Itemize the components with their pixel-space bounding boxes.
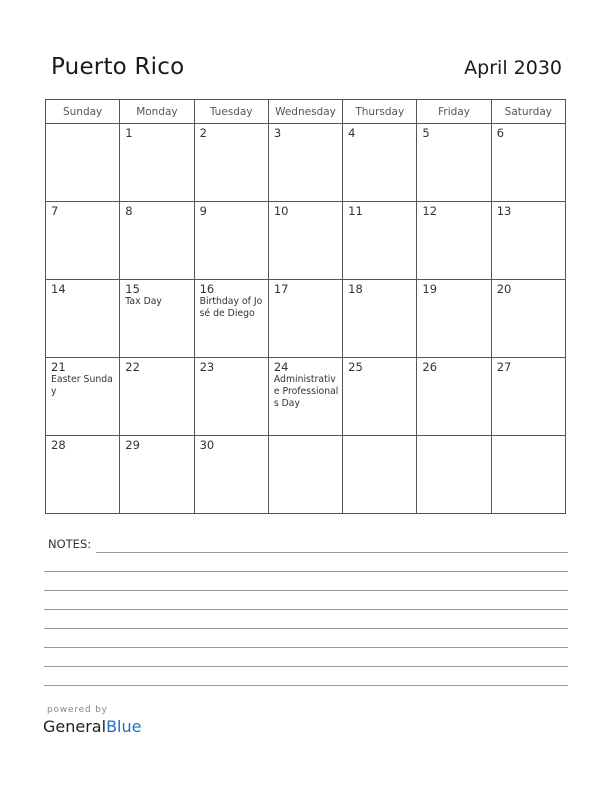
- week-row-1: [46, 124, 566, 202]
- week-row-3: [46, 280, 566, 358]
- day-number: 8: [125, 204, 133, 218]
- holiday-label: [417, 439, 490, 440]
- day-cell: [46, 202, 120, 280]
- day-number: 9: [199, 204, 207, 218]
- note-line: [44, 685, 568, 686]
- day-number: 1: [125, 126, 133, 140]
- generalblue-logo: [43, 717, 141, 736]
- holiday-label: [343, 439, 416, 440]
- week-row-2: [46, 202, 566, 280]
- day-cell: [268, 124, 342, 202]
- holiday-label: [46, 127, 119, 128]
- day-number: 4: [348, 126, 356, 140]
- note-line: [44, 571, 568, 572]
- calendar-month-title: April 2030: [464, 57, 562, 79]
- day-cell: [194, 436, 268, 514]
- day-number: 5: [422, 126, 430, 140]
- day-number: 20: [496, 282, 512, 296]
- day-number: 29: [125, 438, 140, 452]
- day-number: 10: [273, 204, 289, 218]
- day-cell: [120, 436, 194, 514]
- day-cell: [120, 280, 194, 358]
- week-row-4: [46, 358, 566, 436]
- day-number: 2: [199, 126, 207, 140]
- day-number: 13: [496, 204, 512, 218]
- day-number: 12: [422, 204, 438, 218]
- day-cell: [343, 202, 417, 280]
- calendar-country-title: Puerto Rico: [51, 54, 185, 80]
- day-number: 6: [496, 126, 505, 140]
- holiday-label: [269, 439, 342, 440]
- day-cell: [268, 436, 342, 514]
- weekday-saturday: Saturday: [491, 100, 565, 124]
- logo-blue-text: Blue: [106, 717, 142, 736]
- day-cell: [268, 358, 342, 436]
- day-number: 30: [199, 438, 215, 452]
- day-cell: [268, 202, 342, 280]
- holiday-label: Birthday of José de Diego: [199, 296, 263, 319]
- day-number: 24: [273, 360, 289, 374]
- holiday-label: [492, 439, 565, 440]
- day-cell: [268, 280, 342, 358]
- day-cell: [343, 436, 417, 514]
- weekday-header-row: [46, 100, 566, 124]
- note-line: [44, 590, 568, 591]
- day-cell: [46, 358, 120, 436]
- day-cell: [46, 124, 120, 202]
- day-cell: [120, 202, 194, 280]
- note-line: [44, 666, 568, 667]
- note-line: [96, 552, 568, 553]
- day-number: 19: [422, 282, 438, 296]
- day-number: 21: [51, 360, 66, 374]
- day-number: 11: [348, 204, 363, 218]
- day-number: 28: [51, 438, 66, 452]
- day-number: 23: [199, 360, 215, 374]
- powered-by-text: powered by: [47, 705, 108, 715]
- day-number: 17: [273, 282, 289, 296]
- day-cell: [343, 124, 417, 202]
- day-cell: [491, 436, 565, 514]
- day-number: 16: [199, 282, 215, 296]
- day-cell: [46, 436, 120, 514]
- day-cell: [46, 280, 120, 358]
- day-number: 27: [496, 360, 512, 374]
- weekday-tuesday: Tuesday: [194, 100, 268, 124]
- day-cell: [491, 124, 565, 202]
- calendar-grid: [45, 99, 566, 514]
- weekday-wednesday: Wednesday: [268, 100, 342, 124]
- day-cell: [417, 280, 491, 358]
- day-cell: [194, 202, 268, 280]
- day-cell: [194, 124, 268, 202]
- day-cell: [194, 280, 268, 358]
- day-cell: [343, 358, 417, 436]
- day-number: 14: [51, 282, 66, 296]
- day-cell: [120, 124, 194, 202]
- holiday-label: Easter Sunday: [51, 374, 113, 397]
- day-number: 26: [422, 360, 438, 374]
- holiday-label: Administrative Professionals Day: [273, 374, 339, 409]
- note-line: [44, 628, 568, 629]
- day-number: 25: [348, 360, 363, 374]
- weekday-thursday: Thursday: [343, 100, 417, 124]
- day-number: 7: [51, 204, 59, 218]
- day-cell: [491, 358, 565, 436]
- day-cell: [120, 358, 194, 436]
- note-line: [44, 609, 568, 610]
- weekday-monday: Monday: [120, 100, 194, 124]
- holiday-label: Tax Day: [125, 296, 162, 307]
- day-cell: [343, 280, 417, 358]
- week-row-5: [46, 436, 566, 514]
- day-cell: [417, 358, 491, 436]
- day-number: 3: [273, 126, 282, 140]
- day-cell: [491, 280, 565, 358]
- logo-general-text: General: [43, 717, 107, 736]
- notes-label: NOTES:: [48, 537, 92, 551]
- day-cell: [417, 202, 491, 280]
- day-cell: [491, 202, 565, 280]
- day-number: 18: [348, 282, 363, 296]
- day-cell: [417, 436, 491, 514]
- day-number: 15: [125, 282, 140, 296]
- weekday-sunday: Sunday: [46, 100, 120, 124]
- day-cell: [417, 124, 491, 202]
- note-line: [44, 647, 568, 648]
- weekday-friday: Friday: [417, 100, 491, 124]
- day-number: 22: [125, 360, 140, 374]
- day-cell: [194, 358, 268, 436]
